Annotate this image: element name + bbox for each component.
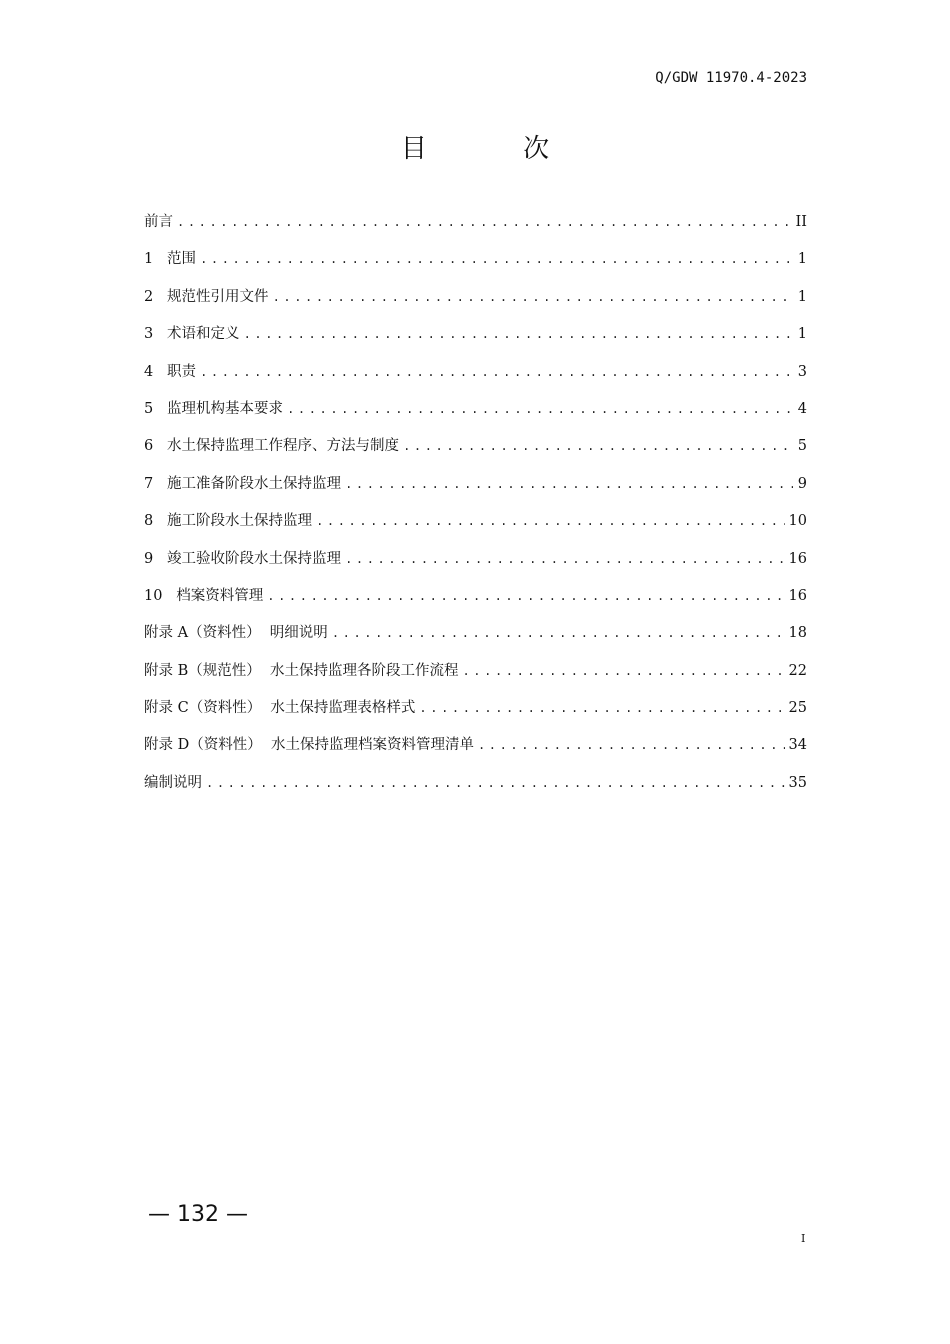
toc-leader-dots: [345, 477, 793, 491]
toc-entry-page: 18: [788, 625, 807, 642]
toc-leader-dots: [419, 701, 784, 715]
document-code: Q/GDW 11970.4-2023: [655, 70, 807, 86]
toc-leader-dots: [200, 252, 793, 266]
toc-entry-page: 34: [788, 737, 807, 754]
toc-entry[interactable]: [144, 210, 807, 247]
toc-entry-label: 3 术语和定义: [144, 326, 240, 343]
page-title: 目 次: [400, 134, 594, 164]
roman-page-number: I: [801, 1232, 806, 1245]
toc-entry-label: 1 范围: [144, 251, 197, 268]
toc-entry-page: 1: [797, 326, 807, 343]
toc-entry-label: 2 规范性引用文件: [144, 288, 269, 305]
toc-entry-page: 35: [788, 774, 807, 791]
toc-entry[interactable]: [144, 247, 807, 284]
toc-leader-dots: [267, 589, 784, 603]
toc-leader-dots: [206, 776, 785, 790]
toc-entry[interactable]: [144, 584, 807, 621]
toc-entry-page: 3: [797, 363, 807, 380]
toc-entry[interactable]: [144, 771, 807, 808]
toc-entry[interactable]: [144, 547, 807, 584]
toc-leader-dots: [462, 664, 784, 678]
toc-leader-dots: [177, 215, 792, 229]
toc-entry-page: 25: [788, 700, 807, 717]
toc-entry[interactable]: [144, 285, 807, 322]
toc-entry-page: 16: [788, 587, 807, 604]
toc-entry-label: 7 施工准备阶段水土保持监理: [144, 475, 342, 492]
toc-entry-label: 6 水土保持监理工作程序、方法与制度: [144, 438, 400, 455]
toc-leader-dots: [273, 290, 793, 304]
toc-entry-page: 22: [788, 662, 807, 679]
toc-entry-page: 1: [797, 288, 807, 305]
toc-entry-page: II: [795, 214, 807, 230]
toc-entry[interactable]: [144, 322, 807, 359]
toc-entry-label: 8 施工阶段水土保持监理: [144, 513, 313, 530]
toc-leader-dots: [244, 327, 793, 341]
toc-leader-dots: [316, 514, 784, 528]
toc-entry[interactable]: [144, 696, 807, 733]
toc-entry-page: 10: [788, 513, 807, 530]
toc-leader-dots: [345, 552, 784, 566]
toc-leader-dots: [287, 402, 793, 416]
toc-entry-label: 前言: [144, 214, 173, 230]
toc-entry-label: 4 职责: [144, 363, 197, 380]
toc-leader-dots: [200, 365, 793, 379]
toc-entry-label: 编制说明: [144, 774, 202, 791]
toc-entry[interactable]: [144, 621, 807, 658]
toc-entry-label: 9 竣工验收阶段水土保持监理: [144, 550, 342, 567]
toc-leader-dots: [403, 439, 793, 453]
toc-entry[interactable]: [144, 509, 807, 546]
toc-entry[interactable]: [144, 472, 807, 509]
toc-entry[interactable]: [144, 360, 807, 397]
toc-entry-label: 附录 A（资料性） 明细说明: [144, 625, 328, 642]
toc-entry-page: 4: [797, 400, 807, 417]
toc-entry-label: 10 档案资料管理: [144, 587, 264, 604]
toc-entry-page: 5: [797, 438, 807, 455]
toc-entry[interactable]: [144, 733, 807, 770]
toc-entry-label: 5 监理机构基本要求: [144, 400, 284, 417]
toc-entry[interactable]: [144, 659, 807, 696]
toc-entry[interactable]: [144, 397, 807, 434]
footer-page-number: — 132 —: [148, 1202, 248, 1227]
toc-entry-page: 1: [797, 251, 807, 268]
toc-entry-label: 附录 B（规范性） 水土保持监理各阶段工作流程: [144, 662, 459, 679]
table-of-contents: [144, 210, 807, 808]
toc-entry-page: 9: [797, 475, 807, 492]
toc-leader-dots: [332, 626, 785, 640]
toc-entry-page: 16: [788, 550, 807, 567]
toc-leader-dots: [478, 738, 785, 752]
toc-entry[interactable]: [144, 434, 807, 471]
toc-entry-label: 附录 C（资料性） 水土保持监理表格样式: [144, 700, 416, 717]
toc-entry-label: 附录 D（资料性） 水土保持监理档案资料管理清单: [144, 737, 474, 754]
